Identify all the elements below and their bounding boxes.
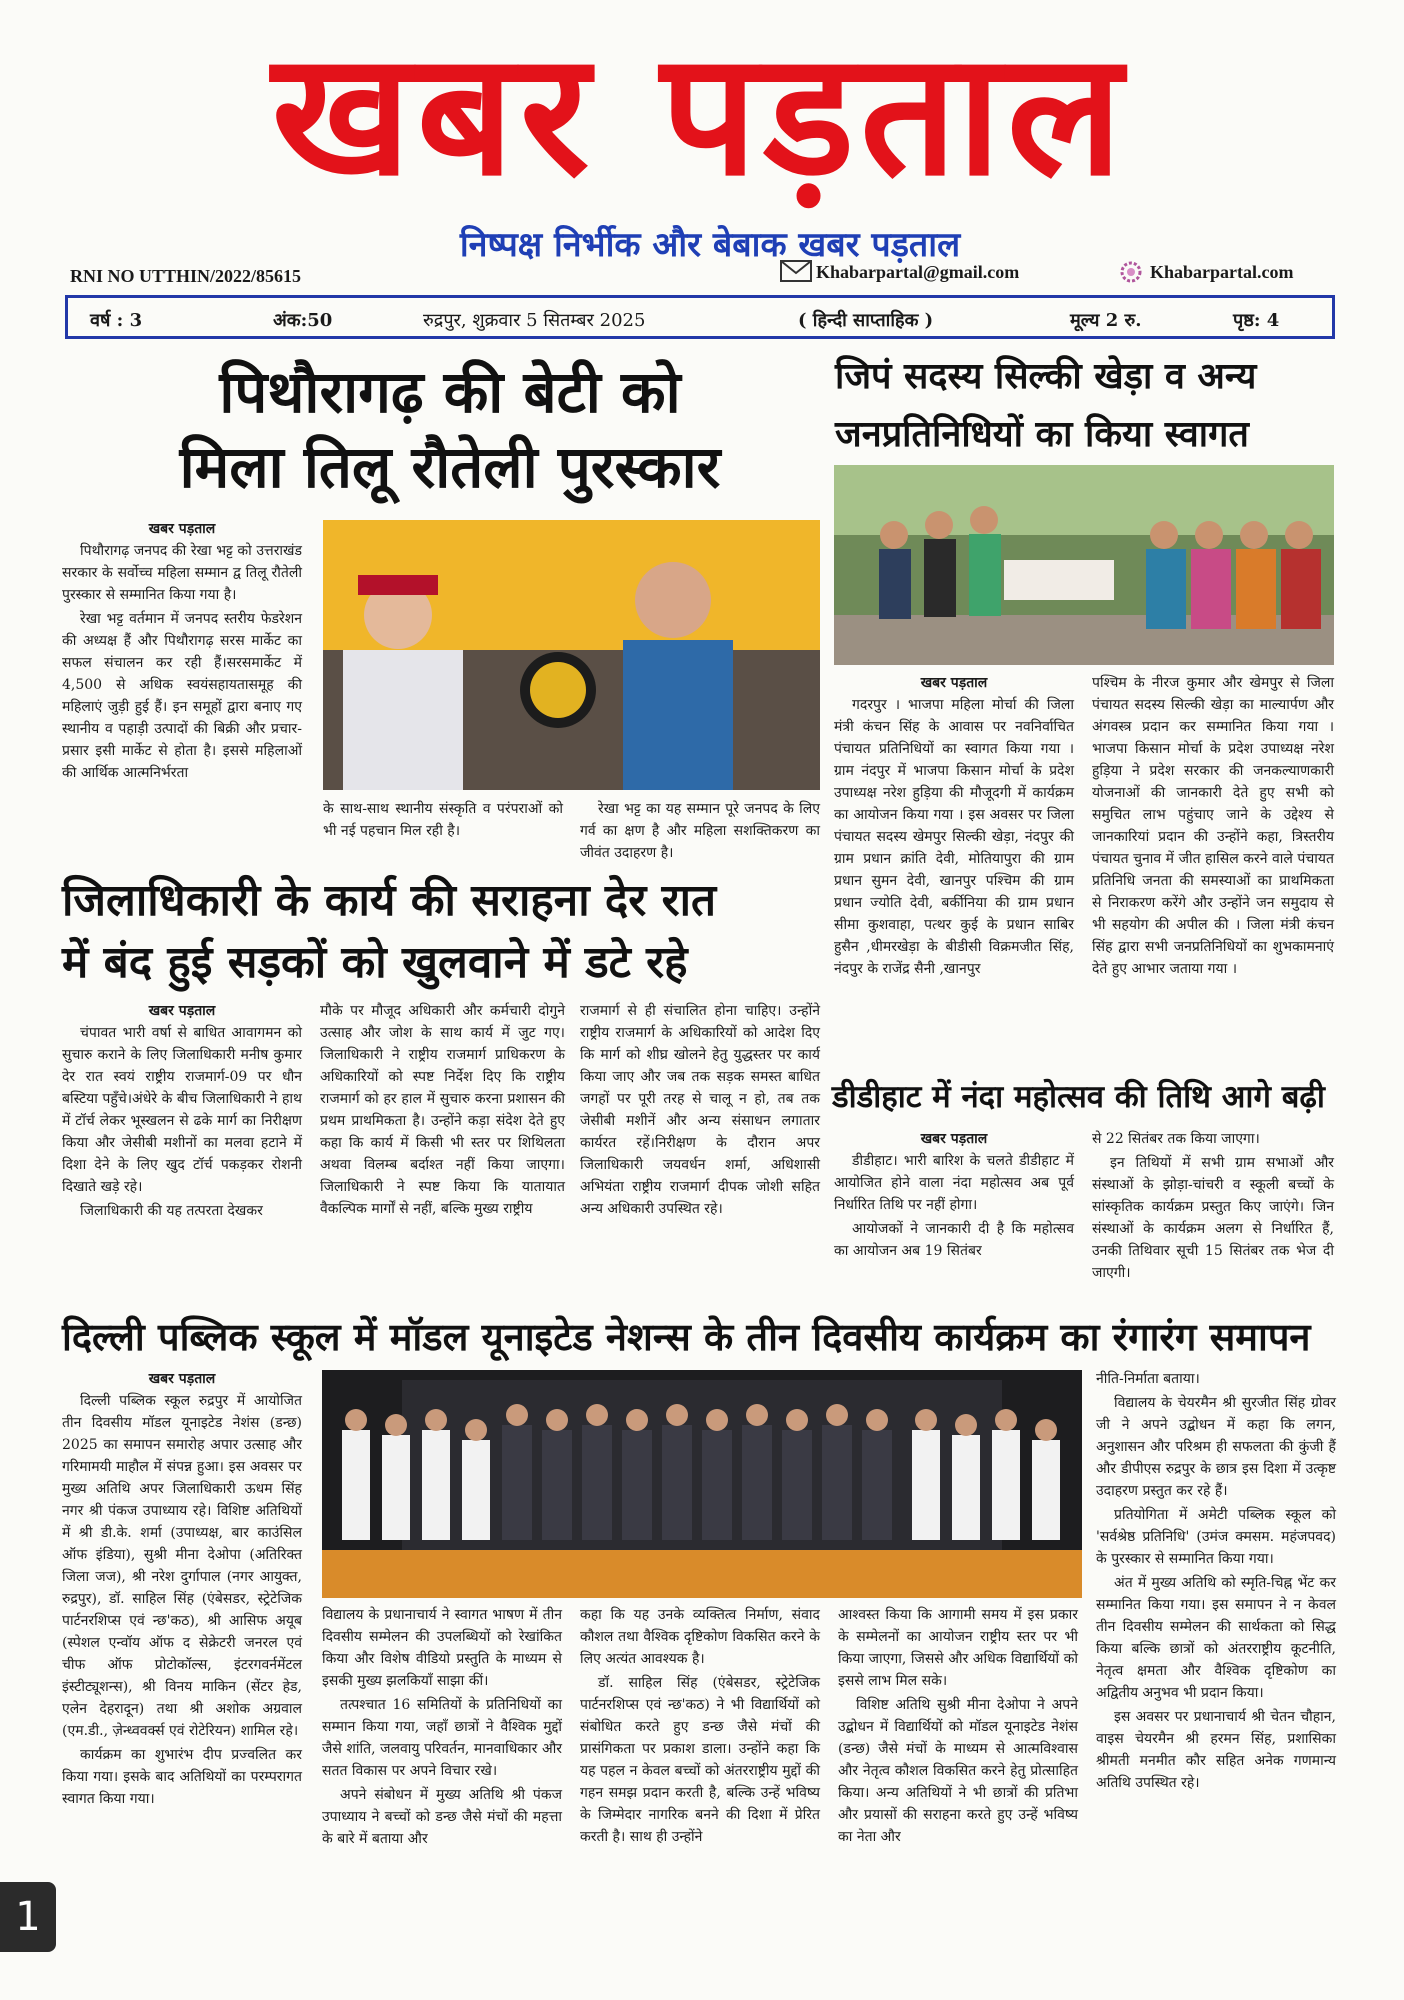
story2-headline-line2: जनप्रतिनिधियों का किया स्वागत	[835, 414, 1249, 455]
story5-photo	[322, 1370, 1082, 1598]
story5-col4: आश्वस्त किया कि आगामी समय में इस प्रकार के सम्मेलनों का आयोजन राष्ट्रीय स्तर पर भी किया जाएगा, जिससे और अधिक विद्यार्थियों को इससे लाभ मिल सके। विशिष्ट अतिथि सुश्री मीना देओपा ने अपने उद्बोधन में विद्यार्थियों को मॉडल यूनाइटेड नेशंस (डन्छ) जैसे मंचों के माध्यम से आत्मविश्वास और नेतृत्व कौशल विकसित करने हेतु प्रोत्साहित किया। अन्य अतिथियों ने भी छात्रों की प्रतिभा और प्रयासों की सराहना करते हुए उन्हें भविष्य का नेता और	[838, 1607, 1078, 1845]
story4-byline: खबर पड़ताल	[920, 1131, 988, 1147]
issue-number: अंक:50	[273, 310, 333, 331]
felicitation-group-image	[834, 465, 1334, 665]
story2-headline-line1: जिपं सदस्य सिल्की खेड़ा व अन्य	[835, 356, 1257, 397]
masthead	[0, 0, 1404, 300]
story1-paragraph: पिथौरागढ़ जनपद की रेखा भट्ट को उत्तराखंड सरकार के सर्वोच्च महिला सम्मान द्व तिलू रौतेली पुरस्कार से सम्मानित किया गया है।	[62, 543, 302, 603]
story5-col1: खबर पड़ताल दिल्ली पब्लिक स्कूल रुद्रपुर में आयोजित तीन दिवसीय मॉडल यूनाइटेड नेशंस (डन्छ) 2025 का समापन समारोह अपार उत्साह और गरिमामयी माहौल में संपन्न हुआ। इस अवसर पर मुख्य अतिथि अपर जिलाधिकारी ऊधम सिंह नगर श्री पंकज उपाध्याय रहे। विशिष्ट अतिथियों में श्री डी.के. शर्मा (उपाध्यक्ष, बार काउंसिल ऑफ इंडिया), सुश्री मीना देओपा (अतिरिक्त जिला जज), श्री नरेश दुर्गापाल (नगर आयुक्त, रुद्रपुर), डॉ. साहिल सिंह (एंबेसडर, स्ट्रेटेजिक पार्टनरशिप्स एवं न्छ'कठ), श्री आसिफ अयूब (स्पेशल एन्वॉय ऑफ द सेक्रेटरी जनरल एवं चीफ ऑफ प्रोटोकॉल्स, इंटरगवर्नमेंटल इंस्टीट्यूशन्स), श्री विनय माकिन (सेंटर हेड, एलेन देहरादून) तथा श्री अशोक अग्रवाल (एम.डी., ज़ेन्ध्ववर्क्स एवं रोटेरियन) शामिल रहे। कार्यक्रम का शुभारंभ दीप प्रज्वलित कर किया गया। इसके बाद अतिथियों का परम्परागत स्वागत किया गया।	[62, 1368, 302, 1812]
story1-col1	[62, 518, 302, 786]
story2-byline: खबर पड़ताल	[920, 675, 988, 691]
email-icon	[780, 258, 812, 282]
story4-col1: खबर पड़ताल डीडीहाट। भारी बारिश के चलते डीडीहाट में आयोजित होने वाला नंदा महोत्सव अब पूर्व निर्धारित तिथि पर नहीं होगा। आयोजकों ने जानकारी दी है कि महोत्सव का आयोजन अब 19 सितंबर	[834, 1128, 1074, 1264]
website-logo-icon	[1118, 260, 1144, 284]
story1-paragraph: रेखा भट्ट वर्तमान में जनपद स्तरीय फेडरेशन की अध्यक्ष हैं और पिथौरागढ़ सरस मार्केट का सफल संचालन कर रही हैं।सरसमार्केट में 4,500 से अधिक स्वयंसहायतासमूह की महिलाएं जुड़ी हुई हैं। इन समूहों द्वारा बनाए गए स्थानीय व पहाड़ी उत्पादों की बिक्री और प्रचार-प्रसार इसी मार्केट से होता है। इससे महिलाओं की आर्थिक आत्मनिर्भरता	[62, 611, 302, 781]
publication-type: ( हिन्दी साप्ताहिक )	[798, 310, 934, 331]
website-address: Khabarpartal.com	[1150, 262, 1294, 282]
page-indicator-badge[interactable]: 1	[0, 1882, 56, 1952]
story5-byline: खबर पड़ताल	[148, 1371, 216, 1387]
story3-headline-line2: में बंद हुई सड़कों को खुलवाने में डटे रहे	[62, 937, 688, 988]
story4-headline: डीडीहाट में नंदा महोत्सव की तिथि आगे बढ़ी	[832, 1079, 1325, 1115]
price: मूल्य 2 रु.	[1070, 310, 1142, 331]
story1-photo	[323, 520, 820, 790]
story2-col2: पश्चिम के नीरज कुमार और खेमपुर से जिला पंचायत सदस्य सिल्की खेड़ा का माल्यार्पण और अंगवस्त्र प्रदान कर सम्मानित किया गया । भाजपा किसान मोर्चा के प्रदेश उपाध्यक्ष नरेश हुड़िया ने प्रदेश सरकार की जनकल्याणकारी योजनाओं की जानकारी देते हुए सभी को समुचित लाभ पहुंचाए जाने के उद्देश्य से जानकारियां प्रदान की उन्होंने कहा, त्रिस्तरीय पंचायत चुनाव में जीत हासिल करने वाले पंचायत प्रतिनिधि जनता की समस्याओं का प्राथमिकता से निराकरण करेंगे और उन्होंने जन समुदाय से भी सहयोग की अपील की । जिला मंत्री कंचन सिंह द्वारा सभी जनप्रतिनिधियों का शुभकामनाएं देते हुए आभार जताया गया ।	[1092, 675, 1334, 977]
tagline: निष्पक्ष निर्भीक और बेबाक खबर पड़ताल	[459, 225, 961, 265]
newspaper-title: खबर पड़ताल	[271, 16, 1129, 214]
story5-headline: दिल्ली पब्लिक स्कूल में मॉडल यूनाइटेड नेशन्स के तीन दिवसीय कार्यक्रम का रंगारंग समापन	[62, 1315, 1311, 1359]
email-address: Khabarpartal@gmail.com	[816, 262, 1020, 282]
story3-byline: खबर पड़ताल	[148, 1003, 216, 1019]
story4-col2: से 22 सितंबर तक किया जाएगा। इन तिथियों में सभी ग्राम सभाओं और संस्थाओं के झोड़ा-चांचरी व स्कूली बच्चों के सांस्कृतिक कार्यक्रम प्रस्तुत किए जाएंगे। जिन संस्थाओं के कार्यक्रम अलग से निर्धारित हैं, उनकी तिथिवार सूची 15 सितंबर तक भेज दी जाएगी।	[1092, 1131, 1334, 1281]
issue-info-bar	[65, 295, 1335, 339]
story3-col1: खबर पड़ताल चंपावत भारी वर्षा से बाधित आवागमन को सुचारु कराने के लिए जिलाधिकारी मनीष कुमार देर रात स्वयं राष्ट्रीय राजमार्ग-09 पर धौन बस्टिया पहुँचे।अंधेरे के बीच जिलाधिकारी ने हाथ में टॉर्च लेकर भूस्खलन से ढके मार्ग का निरीक्षण किया और जेसीबी मशीनों का मलवा हटाने में दिशा देने के लिए खुद टॉर्च पकड़कर रोशनी दिखाते खड़े रहे। जिलाधिकारी की यह तत्परता देखकर	[62, 1000, 302, 1224]
story3-headline-line1: जिलाधिकारी के कार्य की सराहना देर रात	[62, 875, 717, 926]
school-group-image	[322, 1370, 1082, 1598]
story1-col2: के साथ-साथ स्थानीय संस्कृति व परंपराओं को भी नई पहचान मिल रही है।	[323, 801, 563, 839]
story2-photo	[834, 465, 1334, 665]
story1-headline-line2: मिला तिलू रौतेली पुरस्कार	[179, 433, 721, 501]
story1-headline-line1: पिथौरागढ़ की बेटी को	[219, 358, 681, 426]
story1-byline: खबर पड़ताल	[148, 521, 216, 537]
page-number: पृष्ठ: 4	[1233, 310, 1280, 331]
award-ceremony-image	[323, 520, 820, 790]
rni-number: RNI NO UTTHIN/2022/85615	[70, 266, 302, 286]
story1-col3: रेखा भट्ट का यह सम्मान पूरे जनपद के लिए गर्व का क्षण है और महिला सशक्तिकरण का जीवंत उदाहरण है।	[580, 801, 820, 861]
story2-col1: खबर पड़ताल गदरपुर । भाजपा महिला मोर्चा की जिला मंत्री कंचन सिंह के आवास पर नवनिर्वाचित पंचायत प्रतिनिधियों का स्वागत किया गया । ग्राम नंदपुर में भाजपा किसान मोर्चा के प्रदेश उपाध्यक्ष नरेश हुड़िया की मौजूदगी में कार्यक्रम का आयोजन किया गया । इस अवसर पर जिला पंचायत सदस्य खेमपुर सिल्की खेड़ा, नंदपुर की ग्राम प्रधान क्रांति देवी, मोतियापुरा की ग्राम प्रधान सुमन देवी, खानपुर पश्चिम की ग्राम प्रधान ज्योति देवी, बर्कीनिया की ग्राम प्रधान सीमा कुशवाहा, पत्थर कुई के प्रधान साबिर हुसैन ,धीमरखेड़ा के बीडीसी विक्रमजीत सिंह, नंदपुर के राजेंद्र सैनी ,खानपुर	[834, 672, 1074, 982]
year: वर्ष : 3	[90, 310, 143, 331]
story3-col3: राजमार्ग से ही संचालित होना चाहिए। उन्होंने राष्ट्रीय राजमार्ग के अधिकारियों को आदेश दिए कि मार्ग को शीघ्र खोलने हेतु युद्धस्तर पर कार्य किया जाए और जब तक सड़क समस्त बाधित जगहों पर पूरी तरह से चालू न हो, तब तक जेसीबी मशीनें और अन्य संसाधन लगातार कार्यरत रहें।निरीक्षण के दौरान अपर जिलाधिकारी जयवर्धन शर्मा, अधिशासी अभियंता राष्ट्रीय राजमार्ग दीपक जोशी सहित अन्य अधिकारी उपस्थित रहे।	[580, 1003, 820, 1217]
place-date: रुद्रपुर, शुक्रवार 5 सितम्बर 2025	[423, 310, 646, 331]
story5-col5: नीति-निर्माता बताया। विद्यालय के चेयरमैन श्री सुरजीत सिंह ग्रोवर जी ने अपने उद्बोधन में कहा कि लगन, अनुशासन और परिश्रम ही सफलता की कुंजी हैं और डीपीएस रुद्रपुर के छात्र इस दिशा में उत्कृष्ट उदाहरण प्रस्तुत कर रहे हैं। प्रतियोगिता में अमेटी पब्लिक स्कूल को 'सर्वश्रेष्ठ प्रतिनिधि' (उमंज क्मसम. महंजपवद) के पुरस्कार से सम्मानित किया गया। अंत में मुख्य अतिथि को स्मृति-चिह्न भेंट कर सम्मानित किया गया। इस समापन ने न केवल तीन दिवसीय सम्मेलन की सार्थकता को सिद्ध किया बल्कि छात्रों को अंतरराष्ट्रीय कूटनीति, नेतृत्व क्षमता और वैश्विक दृष्टिकोण का अद्वितीय अनुभव भी प्रदान किया। इस अवसर पर प्रधानाचार्य श्री चेतन चौहान, वाइस चेयरमैन श्री हरमन सिंह, प्रशासिका श्रीमती मनमीत कौर सहित अनेक गणमान्य अतिथि उपस्थित रहे।	[1096, 1371, 1336, 1791]
story5-col3: कहा कि यह उनके व्यक्तित्व निर्माण, संवाद कौशल तथा वैश्विक दृष्टिकोण विकसित करने के लिए अत्यंत आवश्यक है। डॉ. साहिल सिंह (एंबेसडर, स्ट्रेटेजिक पार्टनरशिप्स एवं न्छ'कठ) ने भी विद्यार्थियों को संबोधित करते हुए डन्छ जैसे मंचों की प्रासंगिकता पर प्रकाश डाला। उन्होंने कहा कि यह पहल न केवल बच्चों को अंतरराष्ट्रीय मुद्दों की गहन समझ प्रदान करती है, बल्कि उन्हें भविष्य के जिम्मेदार नागरिक बनने की दिशा में प्रेरित करती है। साथ ही उन्होंने	[580, 1607, 820, 1845]
story5-col2: विद्यालय के प्रधानाचार्य ने स्वागत भाषण में तीन दिवसीय सम्मेलन की उपलब्धियों को रेखांकित किया और विशेष वीडियो प्रस्तुति के माध्यम से इसकी मुख्य झलकियाँ साझा कीं। तत्पश्चात 16 समितियों के प्रतिनिधियों का सम्मान किया गया, जहाँ छात्रों ने वैश्विक मुद्दों जैसे शांति, जलवायु परिवर्तन, मानवाधिकार और सतत विकास पर अपने विचार रखे। अपने संबोधन में मुख्य अतिथि श्री पंकज उपाध्याय ने बच्चों को डन्छ जैसे मंचों की महत्ता के बारे में बताया और	[322, 1607, 562, 1847]
story3-col2: मौके पर मौजूद अधिकारी और कर्मचारी दोगुने उत्साह और जोश के साथ कार्य में जुट गए।जिलाधिकारी ने राष्ट्रीय राजमार्ग प्राधिकरण के अधिकारियों को स्पष्ट निर्देश दिए कि राष्ट्रीय राजमार्ग को हर हाल में सुचारु करना प्रशासन की प्रथम प्राथमिकता है। उन्होंने कड़ा संदेश देते हुए कहा कि कार्य में किसी भी स्तर पर शिथिलता अथवा विलम्ब बर्दाश्त नहीं किया जाएगा।जिलाधिकारी ने स्पष्ट किया कि यातायात वैकल्पिक मार्गों से नहीं, बल्कि मुख्य राष्ट्रीय	[320, 1003, 565, 1217]
